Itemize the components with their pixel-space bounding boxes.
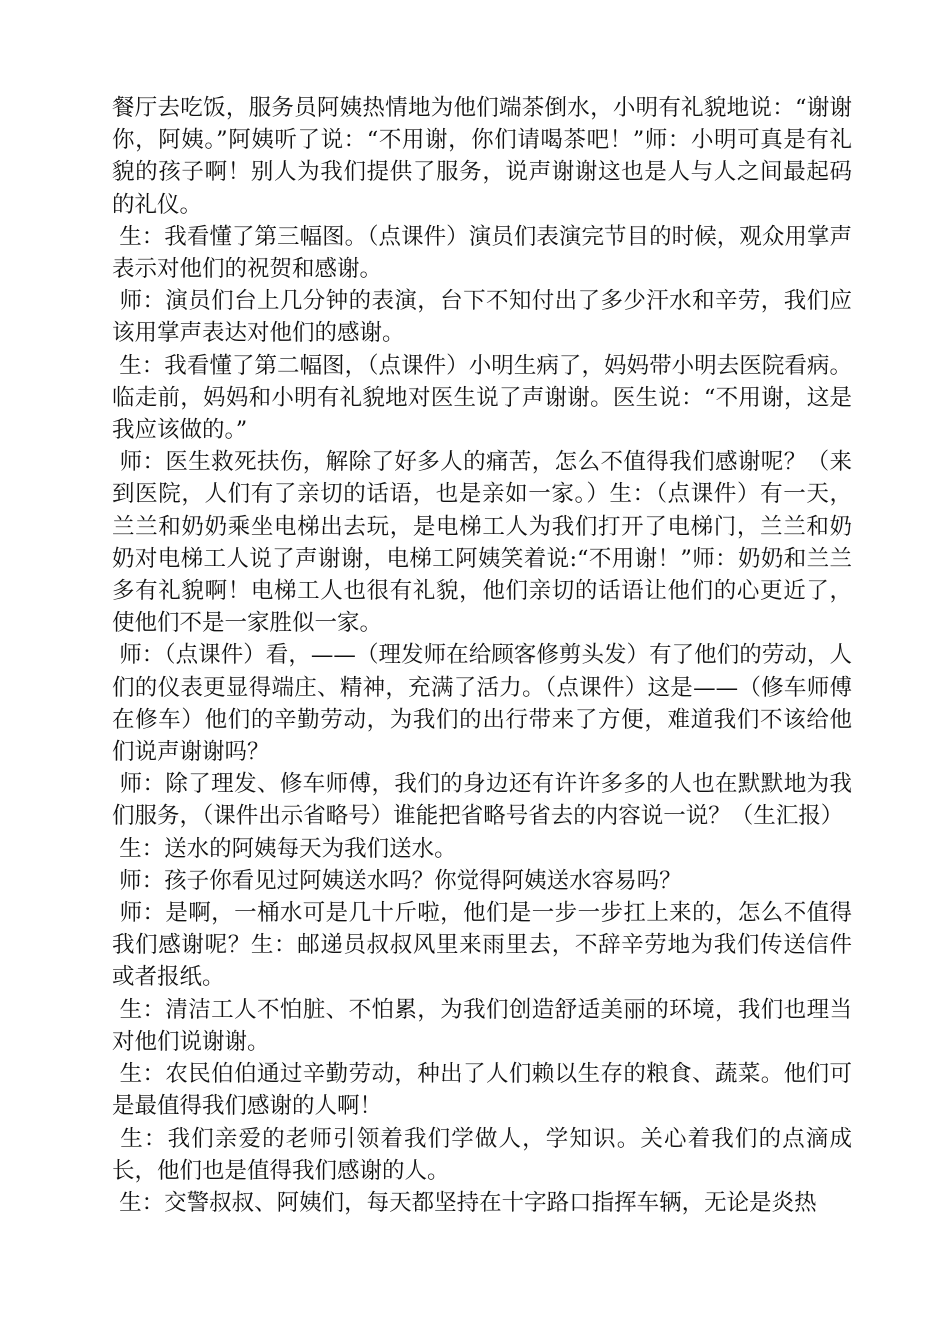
paragraph: 师：孩子你看见过阿姨送水吗？你觉得阿姨送水容易吗？	[112, 867, 682, 894]
paragraph: 生：我看懂了第二幅图，（点课件）小明生病了，妈妈带小明去医院看病。临走前，妈妈和小明有礼貌地对医生说了声谢谢。医生说：“不用谢，这是我应该做的。”	[112, 352, 852, 444]
paragraph: 师：（点课件）看，——（理发师在给顾客修剪头发）有了他们的劳动，人们的仪表更显得端庄、精神，充满了活力。（点课件）这是——（修车师傅在修车）他们的辛勤劳动，为我们的出行带来了方便，难道我们不该给他们说声谢谢吗？	[112, 642, 852, 766]
paragraph: 师：演员们台上几分钟的表演，台下不知付出了多少汗水和辛劳，我们应该用掌声表达对他们的感谢。	[112, 288, 852, 347]
paragraph: 生：交警叔叔、阿姨们，每天都坚持在十字路口指挥车辆，无论是炎热	[112, 1189, 817, 1216]
paragraph: 生：送水的阿姨每天为我们送水。	[112, 835, 457, 862]
paragraph: 生：农民伯伯通过辛勤劳动，种出了人们赖以生存的粮食、蔬菜。他们可是最值得我们感谢的人啊！	[112, 1061, 852, 1120]
paragraph: 生：我看懂了第三幅图。（点课件）演员们表演完节目的时候，观众用掌声表示对他们的祝贺和感谢。	[112, 223, 852, 283]
paragraph: 餐厅去吃饭，服务员阿姨热情地为他们端茶倒水，小明有礼貌地说：“谢谢你，阿姨。”阿姨听了说：“不用谢，你们请喝茶吧！”师：小明可真是有礼貌的孩子啊！别人为我们提供了服务，说声谢谢这也是人与人之间最起码的礼仪。	[112, 95, 852, 218]
document-body	[112, 92, 852, 1219]
paragraph: 生：清洁工人不怕脏、不怕累，为我们创造舒适美丽的环境，我们也理当对他们说谢谢。	[112, 996, 852, 1055]
paragraph: 生：我们亲爱的老师引领着我们学做人，学知识。关心着我们的点滴成长，他们也是值得我们感谢的人。	[112, 1125, 852, 1184]
paragraph: 师：医生救死扶伤，解除了好多人的痛苦，怎么不值得我们感谢呢？（来到医院，人们有了亲切的话语，也是亲如一家。）生：（点课件）有一天，兰兰和奶奶乘坐电梯出去玩，是电梯工人为我们打开了电梯门，兰兰和奶奶对电梯工人说了声谢谢，电梯工阿姨笑着说:“不用谢！”师：奶奶和兰兰多有礼貌啊！电梯工人也很有礼貌，他们亲切的话语让他们的心更近了，使他们不是一家胜似一家。	[112, 449, 852, 637]
paragraph: 师：是啊，一桶水可是几十斤啦，他们是一步一步扛上来的，怎么不值得我们感谢呢？生：邮递员叔叔风里来雨里去，不辞辛劳地为我们传送信件或者报纸。	[112, 900, 852, 991]
paragraph: 师：除了理发、修车师傅，我们的身边还有许许多多的人也在默默地为我们服务，（课件出示省略号）谁能把省略号省去的内容说一说？（生汇报）	[112, 771, 852, 830]
